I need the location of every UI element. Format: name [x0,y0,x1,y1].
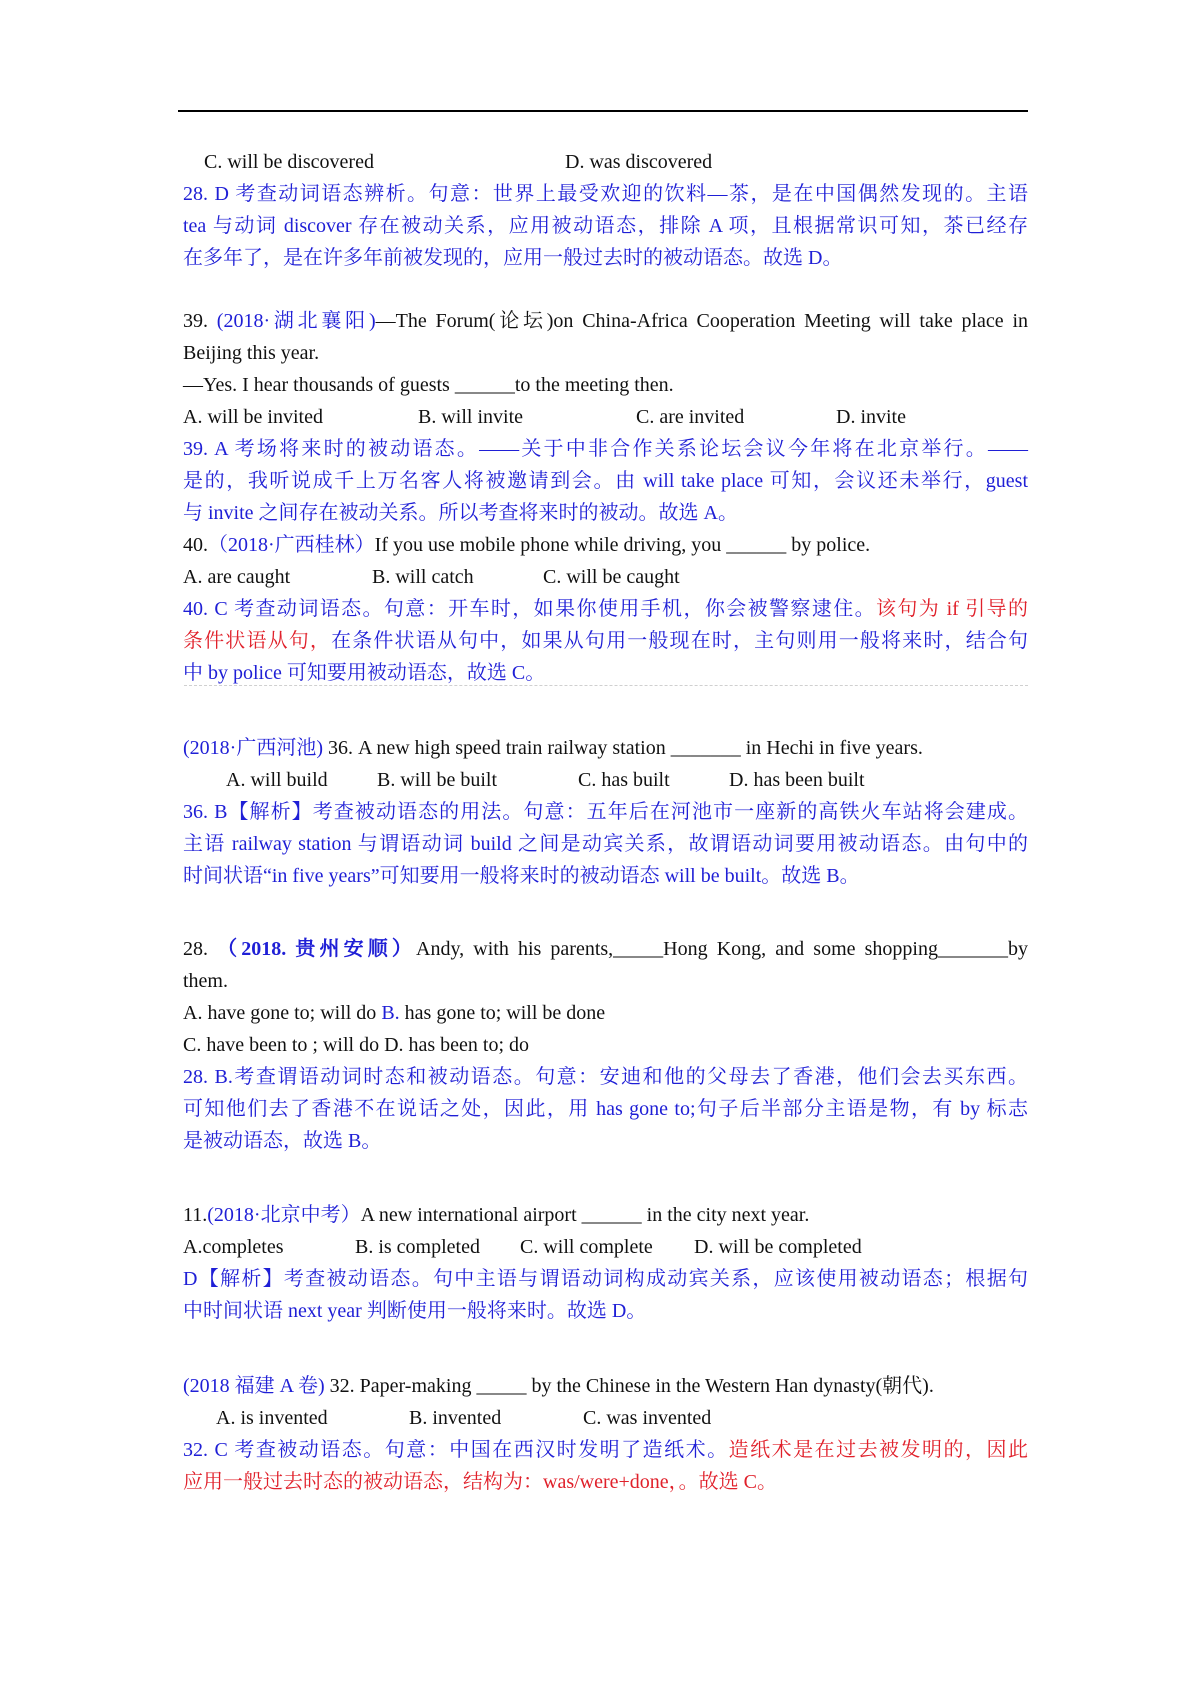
answer-line: tea 与动词 discover 存在被动关系，应用被动语态，排除 A 项，且根据常识可知，茶已经存 [183,215,1028,237]
question-number: 39. [183,310,217,332]
option-b: B. invented [409,1407,502,1429]
option-a: A. will build [226,769,328,791]
question-32-line [183,1374,934,1398]
question-source: （2018·广西桂林） [208,534,375,556]
divider [184,685,1028,686]
option-d: D. will be completed [694,1236,862,1258]
answer-text: 在条件状语从句中，如果从句用一般现在时，主句则用一般将来时，结合句 [331,630,1029,652]
question-28-line [183,937,1028,961]
option-a: A. will be invited [183,406,323,428]
question-40-line [183,533,870,557]
question-text: —The Forum(论坛)on China-Africa Cooperation Meeting will take place in [375,310,1029,332]
question-text: A new international airport ______ in the city next year. [360,1204,810,1226]
answer-note: 造纸术是在过去被发明的，因此 [728,1439,1029,1461]
answer-line [183,597,1028,621]
question-36-line [183,736,923,760]
options-line [183,1001,605,1025]
answer-line: 28. D 考查动词语态辨析。句意：世界上最受欢迎的饮料—茶，是在中国偶然发现的。主语 [183,183,1028,205]
option-c: C. was invented [583,1407,712,1429]
answer-line: 36. B【解析】考查被动语态的用法。句意：五年后在河池市一座新的高铁火车站将会建成。 [183,801,1028,823]
question-text: 32. Paper-making _____ by the Chinese in the Western Han dynasty(朝代). [324,1375,934,1397]
question-39-line [183,309,1028,333]
question-text: If you use mobile phone while driving, you ______ by police. [374,534,871,556]
question-text: Beijing this year. [183,342,320,364]
answer-text: 32. C 考查被动语态。句意：中国在西汉时发明了造纸术。 [183,1439,729,1461]
answer-line: 是的，我听说成千上万名客人将被邀请到会。由 will take place 可知，会议还未举行，guest [183,470,1028,492]
option-d: D. was discovered [565,151,713,173]
question-text: —Yes. I hear thousands of guests ______to the meeting then. [183,374,674,396]
question-text: them. [183,970,228,992]
question-text: 36. A new high speed train railway station _______ in Hechi in five years. [322,737,923,759]
option-b: has gone to; will be done [399,1002,606,1024]
option-b: B. will be built [377,769,497,791]
answer-line: 时间状语“in five years”可知要用一般将来时的被动语态 will be built。故选 B。 [183,865,860,887]
answer-line: 在多年了，是在许多年前被发现的，应用一般过去时的被动语态。故选 D。 [183,247,843,269]
question-number: 40. [183,534,208,556]
option-c: C. will be caught [543,566,680,588]
answer-line: 应用一般过去时态的被动语态，结构为：was/were+done，。故选 C。 [183,1471,778,1493]
option-b-letter: B. [381,1002,400,1024]
option-b: B. will catch [372,566,474,588]
question-number: 11. [183,1204,208,1226]
option-a: A. have gone to; will do [183,1002,382,1024]
option-c: C. has built [578,769,670,791]
answer-line: 是被动语态，故选 B。 [183,1130,382,1152]
option-c: C. are invited [636,406,745,428]
option-b: B. will invite [418,406,523,428]
answer-line: 中时间状语 next year 判断使用一般将来时。故选 D。 [183,1300,647,1322]
question-source: (2018·广西河池) [183,737,323,759]
answer-line: 28. B.考查谓语动词时态和被动语态。句意：安迪和他的父母去了香港，他们会去买东西。 [183,1066,1028,1088]
question-text: Andy, with his parents,_____Hong Kong, and some shopping_______by [416,938,1028,960]
option-c: C. will be discovered [204,151,374,173]
answer-text: 40. C 考查动词语态。句意：开车时，如果你使用手机，你会被警察逮住。 [183,598,877,620]
option-d: D. invite [836,406,906,428]
answer-line: 39. A 考场将来时的被动语态。——关于中非合作关系论坛会议今年将在北京举行。—— [183,438,1028,460]
options-line: C. have been to ; will do D. has been to; do [183,1034,530,1056]
question-source: (2018·湖北襄阳) [216,310,376,332]
header-rule [178,110,1028,112]
question-11-line [183,1203,809,1227]
answer-line [183,1438,1028,1462]
answer-line: D【解析】考查被动语态。句中主语与谓语动词构成动宾关系，应该使用被动语态；根据句 [183,1268,1028,1290]
answer-line: 可知他们去了香港不在说话之处，因此，用 has gone to;句子后半部分主语是物，有 by 标志 [183,1098,1028,1120]
question-source: （2018. 贵州安顺） [217,938,416,960]
option-d: D. has been built [729,769,865,791]
answer-note: 该句为 if 引导的 [876,598,1029,620]
question-source: (2018·北京中考） [207,1204,361,1226]
answer-line: 中 by police 可知要用被动语态，故选 C。 [183,662,546,684]
answer-line: 与 invite 之间存在被动关系。所以考查将来时的被动。故选 A。 [183,502,738,524]
option-c: C. will complete [520,1236,653,1258]
answer-line: 主语 railway station 与谓语动词 build 之间是动宾关系，故谓语动词要用被动语态。由句中的 [183,833,1028,855]
answer-note: 条件状语从句， [183,630,332,652]
option-a: A.completes [183,1236,284,1258]
question-source: (2018 福建 A 卷) [183,1375,325,1397]
option-b: B. is completed [355,1236,480,1258]
option-a: A. is invented [216,1407,328,1429]
question-number: 28. [183,938,218,960]
answer-line [183,629,1028,653]
option-a: A. are caught [183,566,291,588]
